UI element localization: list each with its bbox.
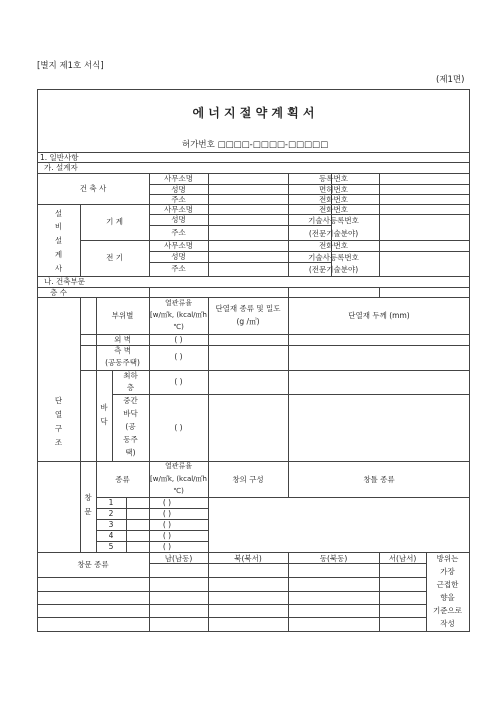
row-line xyxy=(37,173,470,174)
lowest-floor-u-value: ( ) xyxy=(174,377,183,386)
orientation-note: 방위는 xyxy=(436,554,459,563)
frame-left xyxy=(37,89,38,632)
window-side-char: 창 xyxy=(84,493,92,502)
floor-char: 바 xyxy=(100,403,108,412)
permit-label: 허가번호 xyxy=(182,140,215,150)
insulation-side-char: 조 xyxy=(54,438,63,447)
permit-number-label xyxy=(182,141,328,150)
row-line xyxy=(37,287,470,288)
designer-heading: 가. 설계자 xyxy=(44,163,78,172)
floor-char: 닥 xyxy=(100,417,108,426)
row-line xyxy=(37,461,470,462)
material-header-unit: (g /㎥) xyxy=(236,317,260,326)
direction-south: 남(남동) xyxy=(164,554,193,563)
row-line xyxy=(149,214,470,215)
col-line xyxy=(208,173,209,276)
row-line xyxy=(149,563,426,564)
col-line xyxy=(80,204,81,276)
designer-group-char: 비 xyxy=(54,222,63,231)
frame-right xyxy=(469,89,470,632)
page-number-label: (제1면) xyxy=(436,75,465,85)
row-line xyxy=(149,262,331,263)
row-line xyxy=(80,370,470,371)
frame-top xyxy=(37,89,470,90)
electrical-label: 전 기 xyxy=(106,253,123,262)
row-line xyxy=(37,591,426,592)
row-line xyxy=(37,276,470,277)
mechanical-name-label: 성명 xyxy=(171,215,186,224)
architect-name-label: 성명 xyxy=(171,185,186,194)
window-u-value: ( ) xyxy=(162,509,172,518)
permit-value: □□□□-□□□□-□□□□□ xyxy=(217,140,329,150)
window-number: 5 xyxy=(108,542,114,551)
architect-license-label: 면허번호 xyxy=(319,185,348,194)
u-value-header-unit-end: ℃) xyxy=(173,323,184,331)
window-number: 1 xyxy=(108,498,114,507)
window-frame-header: 창틀 종류 xyxy=(363,475,395,484)
window-number: 4 xyxy=(108,531,114,540)
window-u-value-unit: [w/㎡k, (kcal/㎡h xyxy=(150,475,207,483)
row-line xyxy=(149,251,470,252)
window-number: 2 xyxy=(108,509,114,518)
middle-floor-char: (공 xyxy=(125,422,136,431)
orientation-note: 작성 xyxy=(440,619,455,628)
outer-wall-u-value: ( ) xyxy=(174,335,183,344)
lowest-floor-sub: 층 xyxy=(126,383,135,392)
row-line xyxy=(37,552,470,553)
electrical-phone-label: 전화번호 xyxy=(319,241,348,250)
window-u-value-unit-end: ℃) xyxy=(173,487,184,495)
architect-label: 건 축 사 xyxy=(79,184,107,193)
window-u-value-header: 열관류율 xyxy=(164,462,193,470)
designer-group-char: 사 xyxy=(54,264,63,273)
designer-group-char: 설 xyxy=(54,236,63,245)
direction-west: 서(남서) xyxy=(388,554,417,563)
mechanical-specialty-label: (전문기술분야) xyxy=(308,229,359,238)
electrical-engineer-number-label: 기술사등록번호 xyxy=(308,253,359,262)
side-wall-label: 측 벽 xyxy=(114,346,131,355)
row-line xyxy=(37,577,426,578)
row-line xyxy=(37,152,470,153)
orientation-note: 근접한 xyxy=(436,580,459,589)
col-line xyxy=(288,297,289,461)
window-kind-header: 종류 xyxy=(115,475,130,484)
orientation-note: 향을 xyxy=(440,593,455,602)
middle-floor-char: 택) xyxy=(125,448,136,457)
material-header: 단열재 종류 및 밀도 xyxy=(215,304,281,313)
thickness-header: 단열재 두께 (mm) xyxy=(348,311,410,320)
window-u-value: ( ) xyxy=(162,520,172,529)
architect-registration-label: 등록번호 xyxy=(319,174,348,183)
row-line xyxy=(96,497,470,498)
row-line xyxy=(149,184,470,185)
part-header: 부위별 xyxy=(111,311,134,320)
row-line xyxy=(80,345,470,346)
middle-floor-u-value: ( ) xyxy=(174,423,183,432)
direction-east: 동(북동) xyxy=(319,554,348,563)
window-side-char: 문 xyxy=(84,507,92,516)
middle-floor-char: 바닥 xyxy=(123,409,138,418)
orientation-note: 기준으로 xyxy=(433,606,462,615)
row-line xyxy=(80,240,470,241)
architect-phone-label: 전화번호 xyxy=(319,195,348,204)
direction-north: 북(북서) xyxy=(234,554,262,563)
electrical-office-label: 사무소명 xyxy=(164,241,193,250)
u-value-header: 열관류율 xyxy=(164,299,193,307)
insulation-side-char: 단 xyxy=(54,396,63,405)
page-title: 에 너 지 절 약 계 획 서 xyxy=(192,106,315,120)
window-u-value: ( ) xyxy=(162,542,172,551)
electrical-specialty-label: (전문기술분야) xyxy=(308,265,359,274)
mechanical-office-label: 사무소명 xyxy=(164,205,193,214)
row-line xyxy=(37,604,426,605)
row-line xyxy=(37,617,426,618)
frame-bottom xyxy=(37,631,470,632)
middle-floor-char: 동주 xyxy=(123,435,138,444)
floors-label: 층 수 xyxy=(50,288,67,297)
row-line xyxy=(37,204,470,205)
u-value-header-unit: [w/㎡k, (kcal/㎡h xyxy=(150,311,207,319)
middle-floor-char: 중간 xyxy=(123,396,138,405)
outer-wall-label: 외 벽 xyxy=(114,335,131,344)
mechanical-address-label: 주소 xyxy=(171,228,186,237)
electrical-name-label: 성명 xyxy=(171,252,186,261)
row-line xyxy=(37,162,470,163)
side-wall-u-value: ( ) xyxy=(174,352,183,361)
form-number-label: [별지 제1호 서식] xyxy=(37,61,104,71)
electrical-address-label: 주소 xyxy=(171,264,186,273)
row-line xyxy=(149,225,331,226)
window-u-value: ( ) xyxy=(162,498,172,507)
col-line xyxy=(379,173,380,276)
architect-office-label: 사무소명 xyxy=(164,174,193,183)
row-line xyxy=(80,334,470,335)
col-line xyxy=(288,287,289,297)
designer-group-char: 계 xyxy=(54,250,63,259)
mechanical-phone-label: 전화번호 xyxy=(319,205,348,214)
insulation-side-char: 열 xyxy=(54,410,63,419)
building-section-heading: 나. 건축부문 xyxy=(44,277,85,286)
architect-address-label: 주소 xyxy=(171,195,186,204)
row-line xyxy=(149,194,470,195)
window-number: 3 xyxy=(108,520,114,529)
col-line xyxy=(208,297,209,552)
window-orientation-label: 창문 종류 xyxy=(77,560,109,569)
lowest-floor-label: 최하 xyxy=(123,371,138,380)
side-wall-sub-label: (공동주택) xyxy=(105,358,140,367)
orientation-note: 가장 xyxy=(440,567,455,576)
designer-group-char: 설 xyxy=(54,209,63,218)
mechanical-engineer-number-label: 기술사등록번호 xyxy=(308,216,359,225)
col-line xyxy=(149,287,150,297)
general-heading: 1. 일반사항 xyxy=(40,153,79,162)
window-structure-header: 창의 구성 xyxy=(232,475,264,484)
col-line xyxy=(379,287,380,297)
row-line xyxy=(112,394,470,395)
window-u-value: ( ) xyxy=(162,531,172,540)
insulation-side-char: 구 xyxy=(54,424,63,433)
row-line xyxy=(37,297,470,298)
mechanical-label: 기 계 xyxy=(106,217,123,226)
